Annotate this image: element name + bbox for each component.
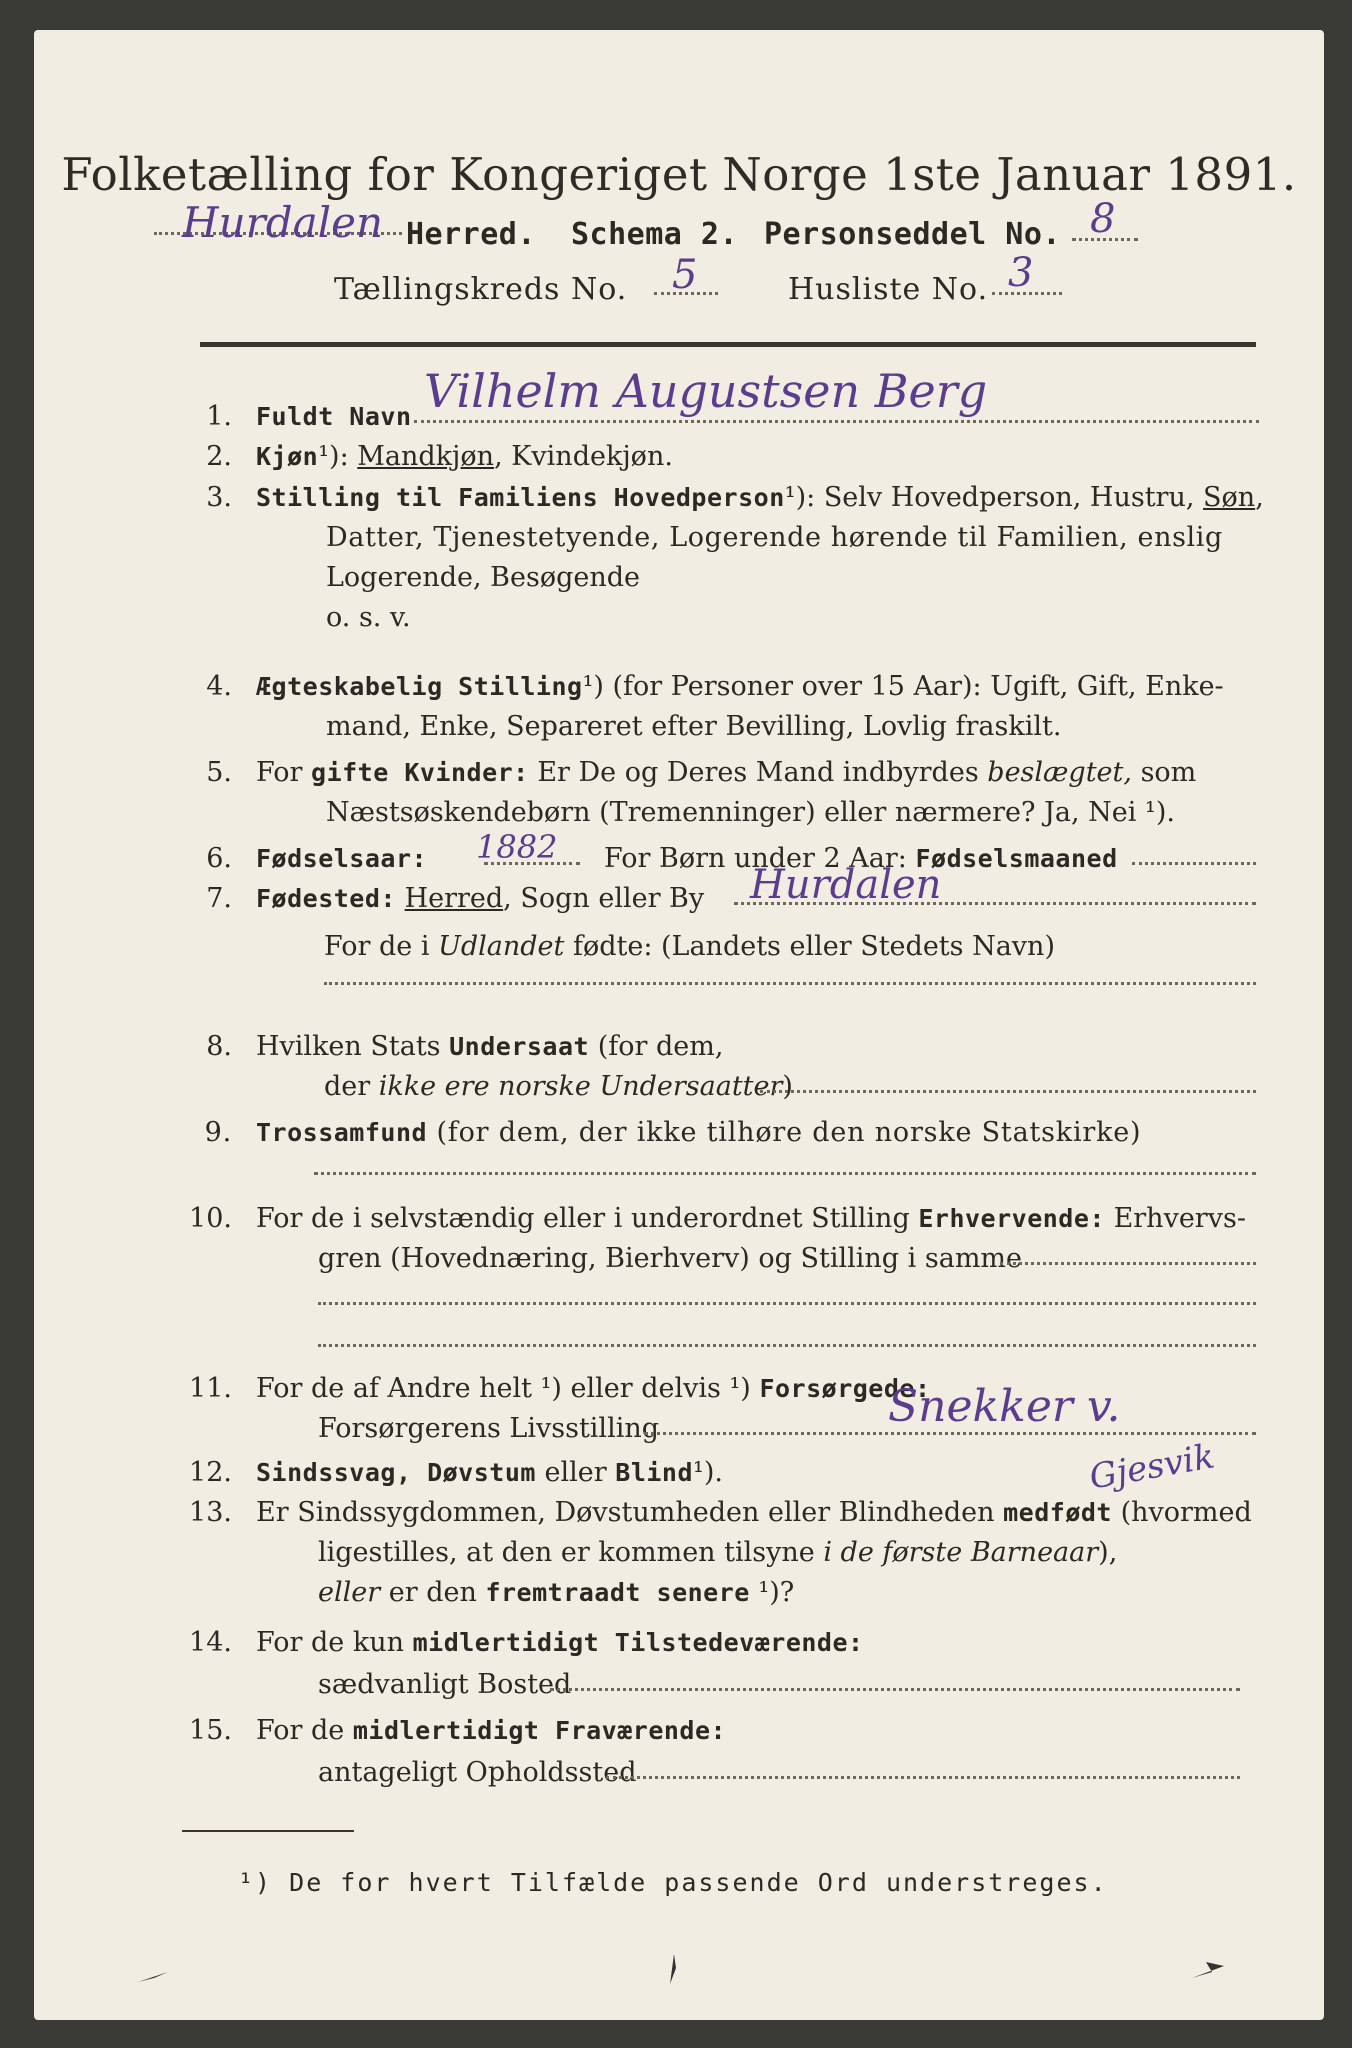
q13-line3-italic: eller <box>318 1577 381 1608</box>
q8-dotline <box>760 1090 1256 1093</box>
q6-label: Fødselsaar: <box>256 844 428 873</box>
q8-label: Undersaat <box>449 1032 590 1061</box>
q13-line3-text: er den <box>388 1577 477 1608</box>
q6-number: 6. <box>206 843 232 874</box>
q2-label: Kjøn <box>256 442 319 471</box>
census-form-sheet <box>34 30 1324 2020</box>
kreds-value: 5 <box>672 252 698 298</box>
q3-line4: o. s. v. <box>326 602 411 633</box>
q4-row <box>184 670 1224 704</box>
q14-number: 14. <box>189 1627 232 1658</box>
q3-line2: Datter, Tjenestetyende, Logerende hørende til Familien, enslig <box>326 522 1223 553</box>
q8-line2-italic: ikke ere norske Undersaatter <box>378 1071 783 1102</box>
q5-row <box>184 756 1196 790</box>
q2-row <box>184 440 673 474</box>
husliste-value: 3 <box>1008 250 1034 296</box>
q10-post: Erhvervs- <box>1113 1203 1246 1234</box>
header-rule <box>200 342 1256 347</box>
footnote: ¹) De for hvert Tilfælde passende Ord understreges. <box>238 1868 1108 1897</box>
q7-label: Fødested: <box>256 884 396 913</box>
q6-row <box>184 842 427 876</box>
q5-line1: Er De og Deres Mand indbyrdes <box>537 757 979 788</box>
q8-post: (for dem, <box>597 1031 724 1062</box>
q15-number: 15. <box>189 1715 232 1746</box>
q13-row <box>184 1496 1252 1530</box>
q1-label: Fuldt Navn <box>256 402 412 431</box>
q3-label: Stilling til Familiens Hovedperson <box>256 483 785 512</box>
q7-row <box>184 882 704 916</box>
footnote-rule <box>182 1830 354 1832</box>
q7-line2-italic: Udlandet <box>438 931 565 962</box>
herred-value: Hurdalen <box>182 198 384 247</box>
q15-dotline <box>606 1776 1240 1779</box>
q13-number: 13. <box>189 1497 232 1528</box>
q13-line2 <box>318 1536 1117 1570</box>
q10-label: Erhvervende: <box>918 1204 1105 1233</box>
q10-line2: gren (Hovednæring, Bierhverv) og Stilling i samme <box>318 1243 1023 1274</box>
q15-pre: For de <box>256 1715 345 1746</box>
q13-label2: fremtraadt senere <box>485 1578 750 1607</box>
q8-row <box>184 1030 723 1064</box>
q10-row <box>184 1202 1246 1236</box>
q5-label: gifte Kvinder: <box>311 758 529 787</box>
q9-row <box>184 1116 1141 1150</box>
q3-row <box>184 481 1264 515</box>
q5-number: 5. <box>206 757 232 788</box>
q5-pre: For <box>256 757 303 788</box>
form-title: Folketælling for Kongeriget Norge 1ste Januar 1891. <box>61 148 1297 201</box>
q12-post: ¹). <box>693 1457 723 1488</box>
q10-dotline-2 <box>318 1302 1256 1305</box>
q13-line3-end: ¹)? <box>758 1577 795 1608</box>
corner-mark-center-icon <box>658 1950 688 1990</box>
corner-mark-right-icon <box>1186 1952 1230 1986</box>
q4-line1: ¹) (for Personer over 15 Aar): Ugift, Gift, Enke- <box>582 671 1224 702</box>
q15-row <box>184 1714 726 1748</box>
q7-line2 <box>324 930 1055 964</box>
q3-line3: Logerende, Besøgende <box>326 562 640 593</box>
q11-value: Snekker v. <box>888 1381 1121 1432</box>
q9-number: 9. <box>204 1117 232 1148</box>
q5-line2: Næstsøskendebørn (Tremenninger) eller nærmere? Ja, Nei ¹). <box>326 797 1175 828</box>
q14-label: midlertidigt Tilstedeværende: <box>412 1628 864 1657</box>
q12-number: 12. <box>189 1457 232 1488</box>
q8-number: 8. <box>206 1031 232 1062</box>
q11-line2: Forsørgerens Livsstilling <box>318 1413 660 1444</box>
q10-dotline-1 <box>1000 1262 1256 1265</box>
q7-herred: Herred <box>404 883 504 914</box>
husliste-label: Husliste No. <box>788 272 989 307</box>
personseddel-value: 8 <box>1090 196 1116 242</box>
q1-dotline <box>414 420 1259 423</box>
q10-pre: For de i selvstændig eller i underordnet Stilling <box>256 1203 910 1234</box>
q8-pre: Hvilken Stats <box>256 1031 441 1062</box>
q2-sup: ¹): <box>318 441 349 472</box>
q1-row <box>184 400 412 434</box>
q12-mid: eller <box>544 1457 607 1488</box>
kreds-label: Tællingskreds No. <box>334 272 628 307</box>
q9-dotline <box>314 1172 1256 1175</box>
q9-text: (for dem, der ikke tilhøre den norske Statskirke) <box>436 1117 1142 1148</box>
q13-line1-end: (hvormed <box>1120 1497 1252 1528</box>
q7-number: 7. <box>206 883 232 914</box>
q14-dotline <box>550 1688 1240 1691</box>
q2-option-female: , Kvindekjøn. <box>494 441 673 472</box>
q3-line1: Selv Hovedperson, Hustru, <box>823 482 1195 513</box>
q12-label: Sindssvag, Døvstum <box>256 1458 536 1487</box>
q2-number: 2. <box>206 441 232 472</box>
q3-son: Søn <box>1203 482 1256 513</box>
q9-label: Trossamfund <box>256 1118 428 1147</box>
q5-line1-italic: beslægtet, <box>987 757 1132 788</box>
q11-row <box>184 1372 931 1406</box>
q11-pre: For de af Andre helt ¹) eller delvis ¹) <box>256 1373 751 1404</box>
q12-row <box>184 1456 723 1490</box>
q4-number: 4. <box>206 671 232 702</box>
q12-label2: Blind <box>615 1458 694 1487</box>
q13-line3 <box>318 1576 794 1610</box>
q7-foreign-dotline <box>324 982 1256 985</box>
q3-line1-end: , <box>1255 482 1264 513</box>
corner-mark-left-icon <box>134 1960 174 1990</box>
q7-value: Hurdalen <box>750 862 942 908</box>
personseddel-label: Personseddel No. <box>764 217 1061 252</box>
q2-option-male: Mandkjøn <box>357 441 495 472</box>
q5-line1-end: som <box>1140 757 1197 788</box>
q1-value: Vilhelm Augustsen Berg <box>424 364 988 418</box>
q7-line2-end: fødte: (Landets eller Stedets Navn) <box>572 931 1055 962</box>
q4-line2: mand, Enke, Separeret efter Bevilling, Lovlig fraskilt. <box>326 711 1062 742</box>
q8-line2-text: der <box>324 1071 371 1102</box>
q6-mid-text: For Børn under 2 Aar: <box>604 843 907 874</box>
q10-dotline-3 <box>318 1344 1256 1347</box>
q7-text: , Sogn eller By <box>503 883 705 914</box>
q10-number: 10. <box>189 1203 232 1234</box>
q11-dotline <box>644 1432 1256 1435</box>
q11-number: 11. <box>189 1373 232 1404</box>
q13-line2-text: ligestilles, at den er kommen tilsyne <box>318 1537 815 1568</box>
q14-row <box>184 1626 864 1660</box>
schema-label: Schema 2. <box>571 217 739 252</box>
q4-label: Ægteskabelig Stilling <box>256 672 583 701</box>
q15-line2: antageligt Opholdssted <box>318 1757 637 1788</box>
q7-line2-text: For de i <box>324 931 430 962</box>
q8-line2 <box>324 1070 793 1104</box>
q13-line1: Er Sindssygdommen, Døvstumheden eller Blindheden <box>256 1497 995 1528</box>
q14-pre: For de kun <box>256 1627 404 1658</box>
q13-label: medfødt <box>1003 1498 1112 1527</box>
q8-line2-end: ) <box>782 1071 793 1102</box>
q13-line2-end: ), <box>1098 1537 1118 1568</box>
q11-value2: Gjesvik <box>1086 1436 1218 1498</box>
q11-label: Forsørgede: <box>759 1374 931 1403</box>
herred-label: Herred. <box>406 217 536 252</box>
q3-number: 3. <box>206 482 232 513</box>
q3-sup: ¹): <box>784 482 816 513</box>
q13-line2-italic: i de første Barneaar <box>823 1537 1099 1568</box>
q6-label2: Fødselsmaaned <box>915 844 1118 873</box>
q6-value: 1882 <box>476 828 558 866</box>
q1-number: 1. <box>206 401 232 432</box>
q14-line2: sædvanligt Bosted <box>318 1669 572 1700</box>
q15-label: midlertidigt Fraværende: <box>352 1716 727 1745</box>
q6-month-dotline <box>1132 862 1256 865</box>
